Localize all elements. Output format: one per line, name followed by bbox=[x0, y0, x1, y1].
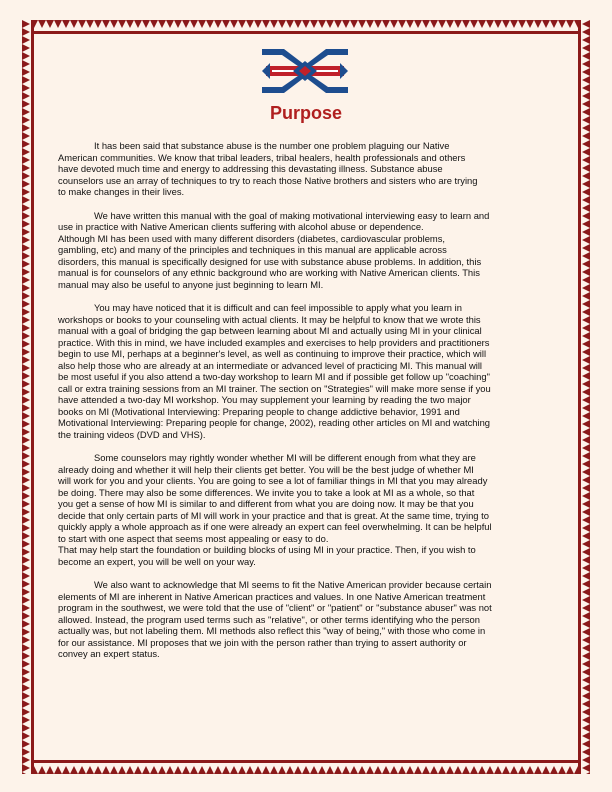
text-line: program in the southwest, we were told that the use of "client" or "patient" or "substance abuser" was not bbox=[58, 602, 492, 613]
text-line: will work for you and your clients. You are going to see a lot of familiar things in MI that you may already bbox=[58, 475, 488, 486]
text-line: manual with a goal of bridging the gap between learning about MI and actually using MI in your clinical bbox=[58, 325, 482, 336]
text-line: allowed. Instead, the program used terms such as "relative", or other terms identifying who the person bbox=[58, 613, 480, 625]
body-text bbox=[58, 140, 558, 672]
text-line: We also want to acknowledge that MI seems to fit the Native American provider because certain bbox=[94, 579, 492, 590]
text-line: begin to use MI, perhaps at a beginner's level, as well as continuing to improve their practice, which will bbox=[58, 348, 487, 359]
paragraph-1 bbox=[58, 140, 558, 198]
text-line: to make changes in their lives. bbox=[58, 186, 185, 197]
top-border bbox=[22, 20, 590, 34]
text-line: call or extra training sessions from an MI trainer. The section on "Strategies" will make more sense if you bbox=[58, 382, 491, 394]
text-line: quickly apply a whole approach as if one were already an expert can feel overwhelming. It can be helpful bbox=[58, 521, 492, 532]
page-title: Purpose bbox=[269, 103, 343, 123]
text-line: convey an expert status. bbox=[58, 648, 160, 659]
text-line: books on MI (Motivational Interviewing: Preparing people to change addictive behavior, 1991 and bbox=[58, 405, 460, 417]
text-line: workshops or books to your counseling with actual clients. It may be helpful to know that we wrote this bbox=[58, 313, 481, 325]
text-line: already doing and whether it will help their clients get better. You will be the best judge of whether MI bbox=[58, 463, 474, 475]
paragraph-2 bbox=[58, 210, 558, 291]
text-line: We have written this manual with the goal of making motivational interviewing easy to learn and bbox=[94, 209, 490, 221]
left-border bbox=[22, 20, 34, 774]
text-line: It has been said that substance abuse is the number one problem plaguing our Native bbox=[94, 140, 450, 151]
paragraph-5 bbox=[58, 579, 558, 660]
text-line: counselors use an array of techniques to try to reach those Native brothers and sisters who are trying bbox=[58, 174, 478, 186]
text-line: gambling, etc) and many of the principles and techniques in this manual are applicable across bbox=[58, 244, 447, 255]
text-line: have attended a two-day MI workshop. You may supplement your learning by reading the two major bbox=[58, 394, 471, 405]
paragraph-3 bbox=[58, 302, 558, 440]
text-line: Some counselors may rightly wonder whether MI will be different enough from what they are bbox=[94, 452, 476, 463]
text-line: use in practice with Native American clients suffering with alcohol abuse or dependence. bbox=[58, 221, 424, 232]
text-line: You may have noticed that it is difficult and can feel impossible to apply what you learn in bbox=[94, 302, 462, 313]
text-line: elements of MI are inherent in Native American practices and values. In one Native American treatment bbox=[58, 590, 486, 602]
right-border bbox=[578, 20, 590, 774]
text-line: actually was, but not labeling them. MI methods also reflect this "way of being," with those who come in bbox=[58, 625, 486, 636]
text-line: Motivational Interviewing: Preparing people for change, 2002), reading other articles on MI and watching bbox=[58, 417, 491, 428]
text-line: manual may also be useful to anyone just beginning to learn MI. bbox=[58, 278, 324, 290]
native-american-pattern-icon bbox=[262, 49, 348, 93]
text-line: decide that only certain parts of MI will work in your practice and that is great. At the same time, trying to bbox=[58, 509, 489, 521]
text-line: That may help start the foundation or building blocks of using MI in your practice. Then, if you wish to bbox=[58, 544, 476, 555]
bottom-border bbox=[22, 760, 590, 774]
text-line: you get a sense of how MI is similar to and different from what you are doing now. It may be that you bbox=[58, 498, 474, 509]
text-line: be most useful if you also attend a two-day workshop to learn MI and if possible get follow up "coaching" bbox=[58, 371, 490, 382]
text-line: disorders, this manual is specifically designed for use with substance abuse problems. In addition, this bbox=[58, 255, 482, 267]
text-line: become an expert, you will be well on your way. bbox=[58, 555, 256, 567]
text-line: Although MI has been used with many different disorders (diabetes, cardiovascular problems, bbox=[58, 232, 446, 244]
text-line: have devoted much time and energy to addressing this devastating illness. Substance abuse bbox=[58, 163, 443, 174]
text-line: the training videos (DVD and VHS). bbox=[58, 428, 206, 440]
paragraph-4 bbox=[58, 452, 558, 567]
text-line: also help those who are already at an intermediate or advanced level of practicing MI. This manual will bbox=[58, 359, 483, 371]
text-line: practice. With this in mind, we have included examples and exercises to help providers and practitioners bbox=[58, 336, 490, 348]
text-line: for our assistance. MI proposes that we join with the person rather than trying to assert authority or bbox=[58, 636, 467, 648]
text-line: American communities. We know that tribal leaders, tribal healers, health professionals and others bbox=[58, 151, 466, 163]
text-line: manual is for counselors of any ethnic background who are working with Native American clients. This bbox=[58, 267, 480, 278]
text-line: to start with one aspect that seems most appealing or easy to do. bbox=[58, 532, 329, 544]
text-line: be doing. There may also be some differences. We invite you to take a look at MI as a whole, so that bbox=[58, 486, 475, 498]
